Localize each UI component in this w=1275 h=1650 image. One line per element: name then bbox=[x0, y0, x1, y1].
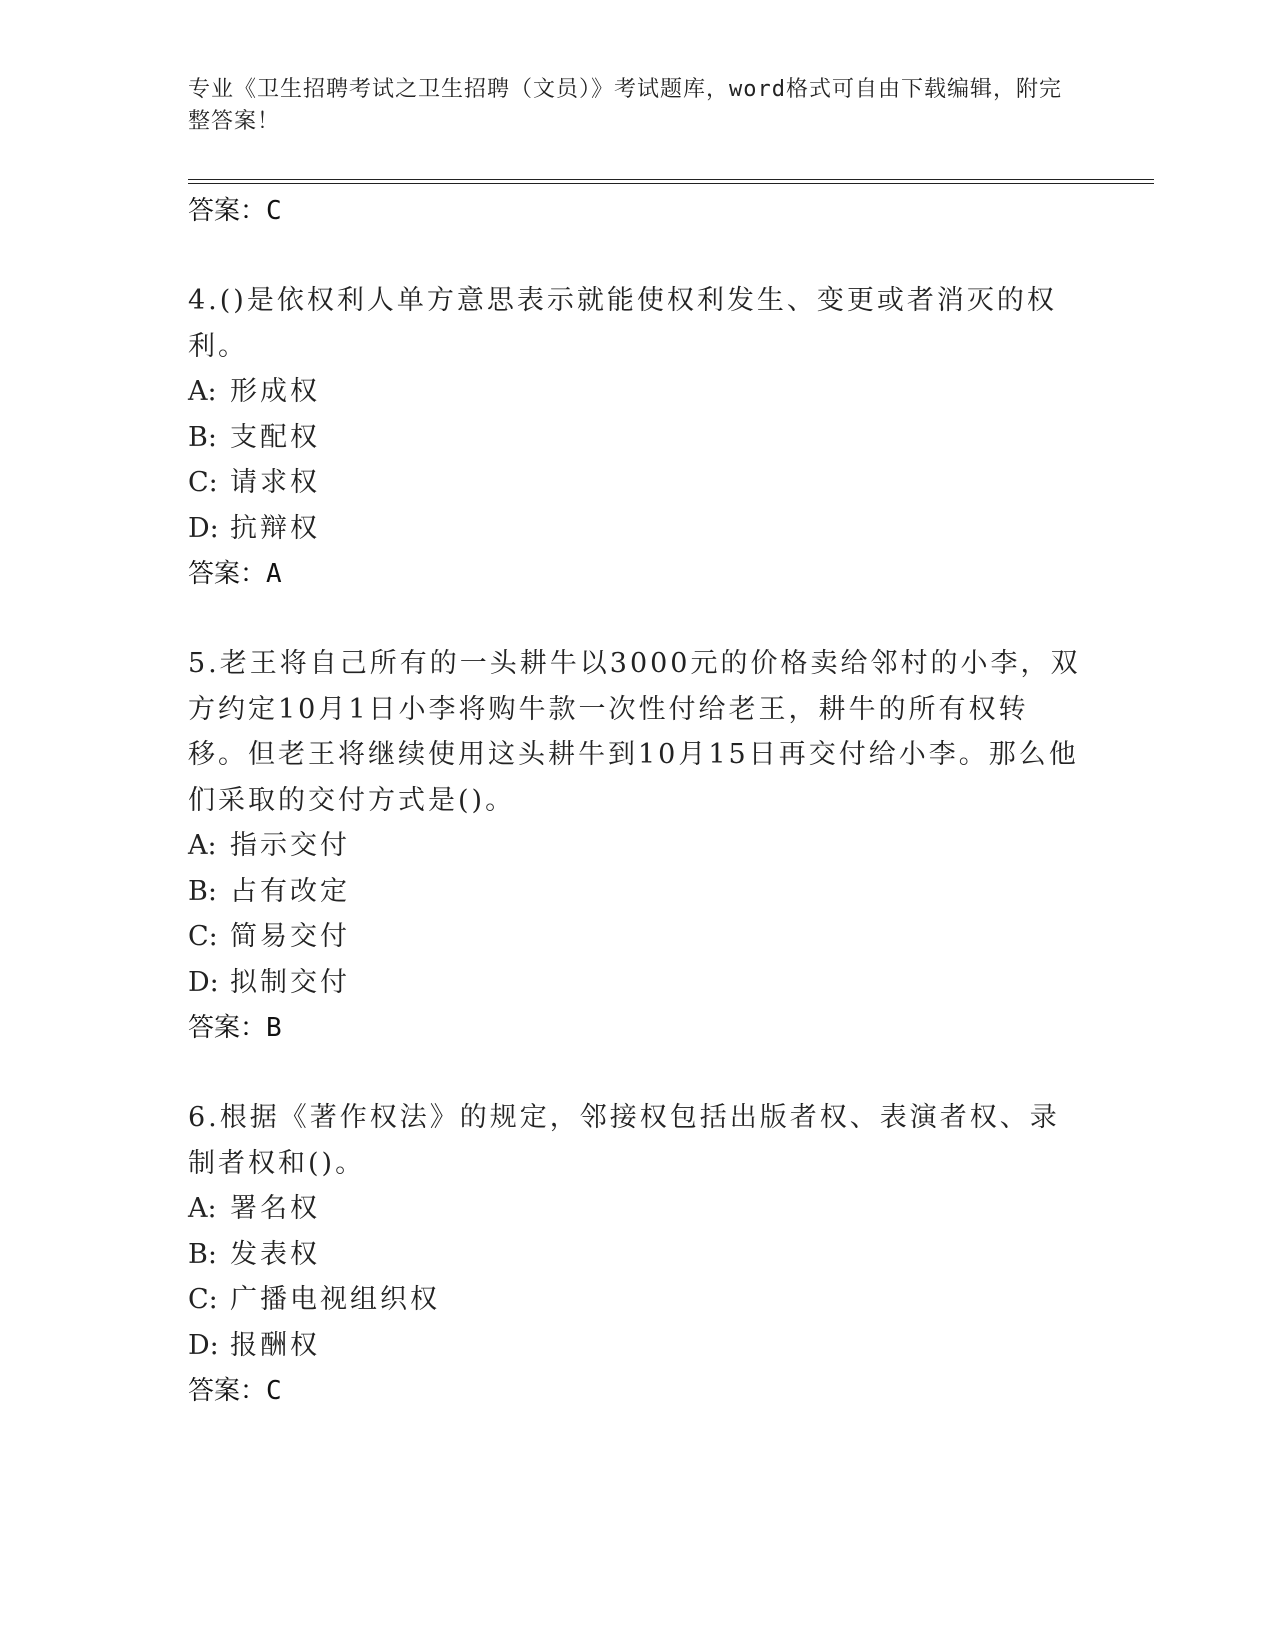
question-stem: 5.老王将自己所有的一头耕牛以3000元的价格卖给邻村的小李，双方约定10月1日小李将购牛款一次性付给老王，耕牛的所有权转移。但老王将继续使用这头耕牛到10月15日再交付给小李。那么他们采取的交付方式是()。 bbox=[188, 648, 1081, 816]
option-key: D: bbox=[188, 512, 219, 544]
option-d bbox=[188, 506, 1088, 552]
option-key: C: bbox=[188, 1284, 218, 1315]
option-c bbox=[188, 914, 1088, 960]
option-key: C: bbox=[188, 921, 218, 952]
option-key: A: bbox=[188, 830, 217, 861]
answer-line: 答案：C bbox=[188, 196, 282, 226]
option-text: 抗辩权 bbox=[230, 512, 320, 544]
option-text: 报酬权 bbox=[230, 1329, 320, 1361]
option-key: D: bbox=[188, 1329, 219, 1361]
option-a bbox=[188, 1186, 1088, 1232]
option-text: 占有改定 bbox=[230, 875, 350, 907]
question-block-4 bbox=[188, 278, 1088, 597]
option-text: 形成权 bbox=[230, 376, 320, 407]
option-b bbox=[188, 1232, 1088, 1278]
option-text: 广播电视组织权 bbox=[230, 1284, 440, 1315]
option-text: 请求权 bbox=[230, 467, 320, 498]
option-key: A: bbox=[188, 376, 217, 407]
option-text: 指示交付 bbox=[230, 830, 350, 861]
question-block-5 bbox=[188, 641, 1088, 1051]
option-d bbox=[188, 1323, 1088, 1369]
question-block-6 bbox=[188, 1095, 1088, 1414]
question-list bbox=[188, 188, 1088, 1414]
option-text: 支配权 bbox=[230, 421, 320, 453]
option-text: 拟制交付 bbox=[230, 966, 350, 998]
option-text: 简易交付 bbox=[230, 921, 350, 952]
option-c bbox=[188, 460, 1088, 506]
header-divider-bottom bbox=[188, 183, 1154, 184]
option-key: A: bbox=[188, 1193, 217, 1224]
option-b bbox=[188, 415, 1088, 461]
answer-line: 答案：C bbox=[188, 1376, 282, 1406]
header-divider-top bbox=[188, 179, 1154, 180]
answer-line: 答案：B bbox=[188, 1013, 282, 1043]
option-key: D: bbox=[188, 966, 219, 998]
option-key: C: bbox=[188, 467, 218, 498]
question-stem: 6.根据《著作权法》的规定，邻接权包括出版者权、表演者权、录制者权和()。 bbox=[188, 1102, 1060, 1179]
answer-line: 答案：A bbox=[188, 559, 282, 589]
document-header: 专业《卫生招聘考试之卫生招聘（文员）》考试题库，word格式可自由下载编辑，附完整答案！ bbox=[188, 77, 1062, 134]
option-text: 署名权 bbox=[230, 1193, 320, 1224]
option-key: B: bbox=[188, 1238, 217, 1270]
option-c bbox=[188, 1277, 1088, 1323]
option-b bbox=[188, 869, 1088, 915]
question-stem: 4.()是依权利人单方意思表示就能使权利发生、变更或者消灭的权利。 bbox=[188, 285, 1057, 362]
option-key: B: bbox=[188, 421, 217, 453]
option-a bbox=[188, 823, 1088, 869]
option-key: B: bbox=[188, 875, 217, 907]
option-a bbox=[188, 369, 1088, 415]
option-text: 发表权 bbox=[230, 1238, 320, 1270]
option-d bbox=[188, 960, 1088, 1006]
